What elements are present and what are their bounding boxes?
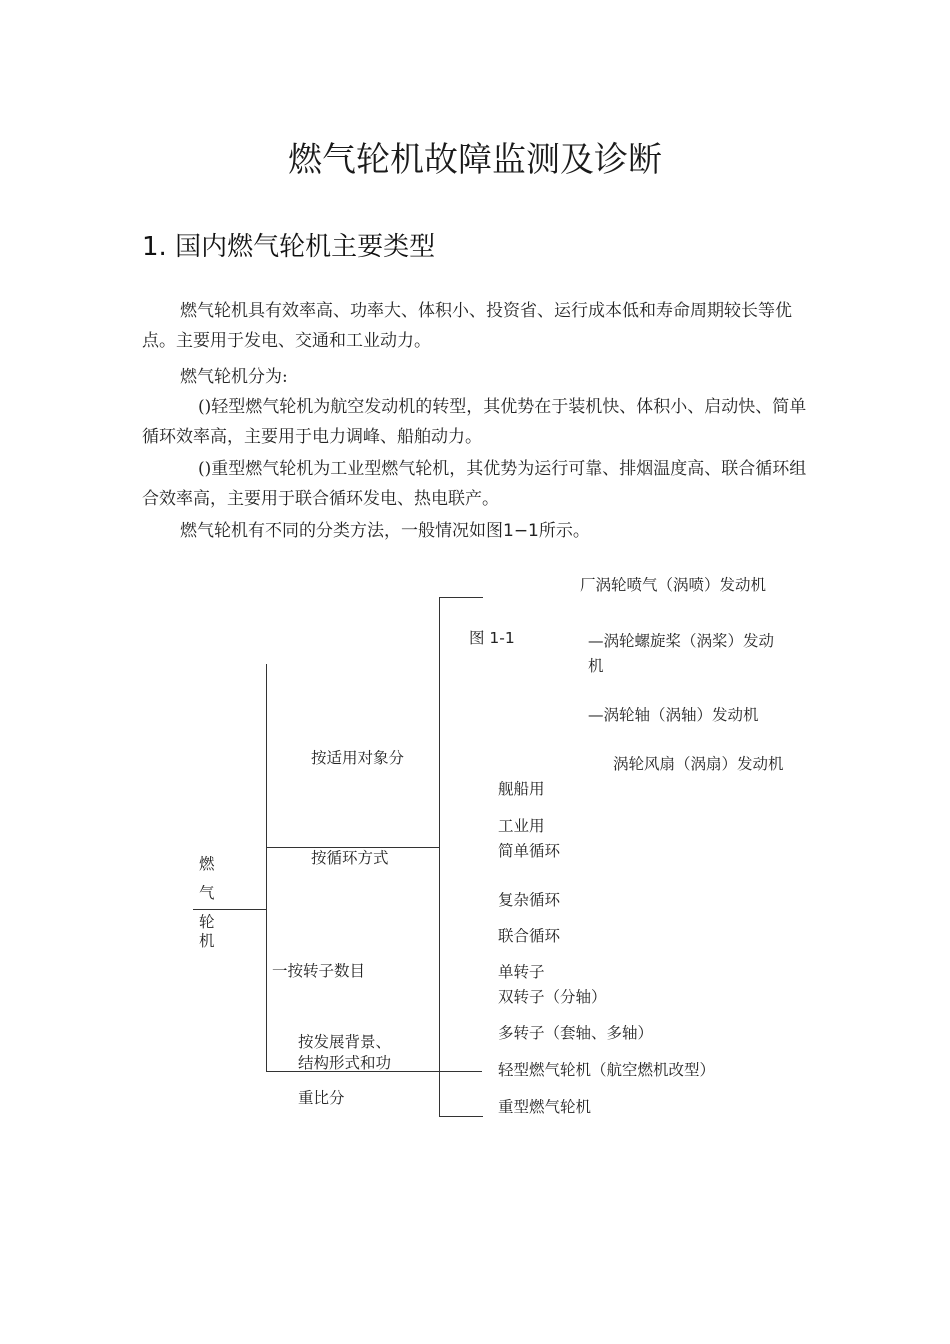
leaf-heavy-gas-turbine: 重型燃气轮机 bbox=[498, 1098, 592, 1116]
leaf-simple-cycle: 简单循环 bbox=[498, 842, 561, 860]
leaf-turboshaft: —涡轮轴（涡轴）发动机 bbox=[588, 706, 759, 724]
category-by-rotor: 一按转子数目 bbox=[272, 962, 366, 980]
leaf-turboprop-line-1: —涡轮螺旋桨（涡桨）发动 bbox=[588, 632, 775, 650]
leaf-industrial: 工业用 bbox=[498, 817, 545, 835]
root-label-char-4: 机 bbox=[199, 932, 215, 950]
section-heading: 1. 国内燃气轮机主要类型 bbox=[142, 232, 436, 262]
root-connector-line bbox=[193, 909, 267, 910]
category-by-object: 按适用对象分 bbox=[311, 749, 405, 767]
root-label-char-3: 轮 bbox=[199, 913, 215, 931]
leaf-turboprop-line-2: 机 bbox=[588, 657, 604, 675]
category-by-background-line-2: 结构形式和功 bbox=[298, 1054, 392, 1072]
leaf-light-gas-turbine: 轻型燃气轮机（航空燃机改型） bbox=[498, 1061, 716, 1079]
paragraph-figure-reference bbox=[142, 516, 822, 546]
leaf-turbojet: 厂涡轮喷气（涡喷）发动机 bbox=[580, 576, 767, 594]
root-label-char-2: 气 bbox=[199, 884, 215, 902]
leaf-combined-cycle: 联合循环 bbox=[498, 927, 561, 945]
leaf-turbofan: 涡轮风扇（涡扇）发动机 bbox=[613, 755, 784, 773]
paragraph-heavy-gt: ()重型燃气轮机为工业型燃气轮机，其优势为运行可靠、排烟温度高、联合循环组合效率高，主要用于联合循环发电、热电联产。 bbox=[142, 459, 807, 509]
category-by-background-line-3: 重比分 bbox=[298, 1089, 345, 1107]
category-spine-line bbox=[266, 664, 267, 1072]
leaf-multi-rotor: 多转子（套轴、多轴） bbox=[498, 1024, 654, 1042]
category-by-cycle: 按循环方式 bbox=[311, 849, 389, 867]
bottom-leaf-tick-line bbox=[439, 1116, 483, 1117]
root-label-char-1: 燃 bbox=[199, 855, 215, 873]
leaf-spine-line bbox=[439, 597, 440, 1117]
paragraph-classification-intro: 燃气轮机分为: bbox=[180, 367, 288, 387]
leaf-complex-cycle: 复杂循环 bbox=[498, 891, 561, 909]
leaf-twin-rotor: 双转子（分轴） bbox=[498, 988, 607, 1006]
leaf-single-rotor: 单转子 bbox=[498, 963, 545, 981]
paragraph-light-gt: ()轻型燃气轮机为航空发动机的转型，其优势在于装机快、体积小、启动快、简单循环效率高，主要用于电力调峰、船舶动力。 bbox=[142, 397, 807, 447]
category-by-background-line-1: 按发展背景、 bbox=[298, 1033, 392, 1051]
page-title: 燃气轮机故障监测及诊断 bbox=[288, 140, 662, 180]
figure-label: 图 1-1 bbox=[469, 629, 515, 647]
figure-reference-text-after: 所示。 bbox=[538, 521, 590, 541]
figure-reference-number: 1−1 bbox=[503, 521, 539, 541]
paragraph-advantages: 燃气轮机具有效率高、功率大、体积小、投资省、运行成本低和寿命周期较长等优点。主要用于发电、交通和工业动力。 bbox=[142, 301, 792, 351]
leaf-marine: 舰船用 bbox=[498, 780, 545, 798]
top-leaf-tick-line bbox=[439, 597, 483, 598]
figure-reference-text-before: 燃气轮机有不同的分类方法，一般情况如图 bbox=[180, 521, 503, 541]
